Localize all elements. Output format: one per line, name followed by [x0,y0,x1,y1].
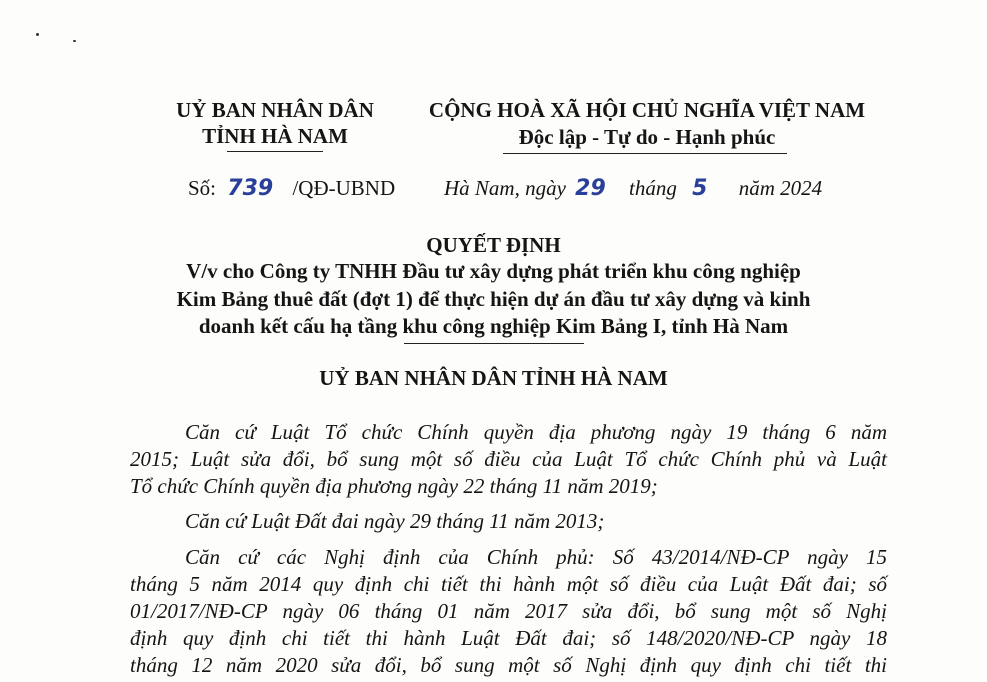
date-day-handwritten: 29 [575,176,606,201]
scan-speck [73,40,76,42]
date-month-label: tháng [629,176,677,200]
subject-line: Kim Bảng thuê đất (đợt 1) để thực hiện dự án đầu tư xây dựng và kinh [176,287,811,311]
legal-basis-line: Căn cứ Luật Tổ chức Chính quyền địa phương ngày 19 tháng 6 năm [185,420,887,444]
date-month-handwritten: 5 [692,176,708,201]
legal-basis-line: 2015; Luật sửa đổi, bổ sung một số điều của Luật Tổ chức Chính phủ và Luật [130,447,887,471]
agency-name-line1: UỶ BAN NHÂN DÂN [176,98,374,122]
number-handwritten: 739 [227,176,274,201]
legal-basis-line: Căn cứ Luật Đất đai ngày 29 tháng 11 năm 2013; [185,509,605,533]
agency-name-line2: TỈNH HÀ NAM [202,124,348,148]
motto-underline [503,153,787,154]
nation-motto: Độc lập - Tự do - Hạnh phúc [518,125,776,149]
legal-basis-line: định quy định chi tiết thi hành Luật Đất đai; số 148/2020/NĐ-CP ngày 18 [130,626,887,650]
date-year: năm 2024 [738,176,823,200]
date-place: Hà Nam, ngày [444,176,566,200]
nation-name: CỘNG HOÀ XÃ HỘI CHỦ NGHĨA VIỆT NAM [428,98,866,122]
legal-basis-line: 01/2017/NĐ-CP ngày 06 tháng 01 năm 2017 sửa đổi, bổ sung một số Nghị [130,599,887,623]
subject-line: doanh kết cấu hạ tầng khu công nghiệp Kim Bảng I, tỉnh Hà Nam [198,314,789,338]
number-suffix: /QĐ-UBND [292,176,396,200]
legal-basis-line: Căn cứ các Nghị định của Chính phủ: Số 43/2014/NĐ-CP ngày 15 [185,545,887,569]
scan-speck [36,33,39,36]
subject-underline [404,343,584,344]
legal-basis-line: tháng 12 năm 2020 sửa đổi, bổ sung một số Nghị định quy định chi tiết thi [130,653,887,677]
legal-basis-line: tháng 5 năm 2014 quy định chi tiết thi hành một số điều của Luật Đất đai; số [130,572,887,596]
agency-underline [227,151,323,152]
document-title: QUYẾT ĐỊNH [426,233,561,257]
number-prefix: Số: [188,176,217,200]
legal-basis-line: Tổ chức Chính quyền địa phương ngày 22 tháng 11 năm 2019; [130,474,658,498]
document-date [444,176,822,201]
issuing-authority: UỶ BAN NHÂN DÂN TỈNH HÀ NAM [319,366,668,390]
document-number [188,176,395,201]
subject-line: V/v cho Công ty TNHH Đầu tư xây dựng phát triển khu công nghiệp [186,259,801,283]
